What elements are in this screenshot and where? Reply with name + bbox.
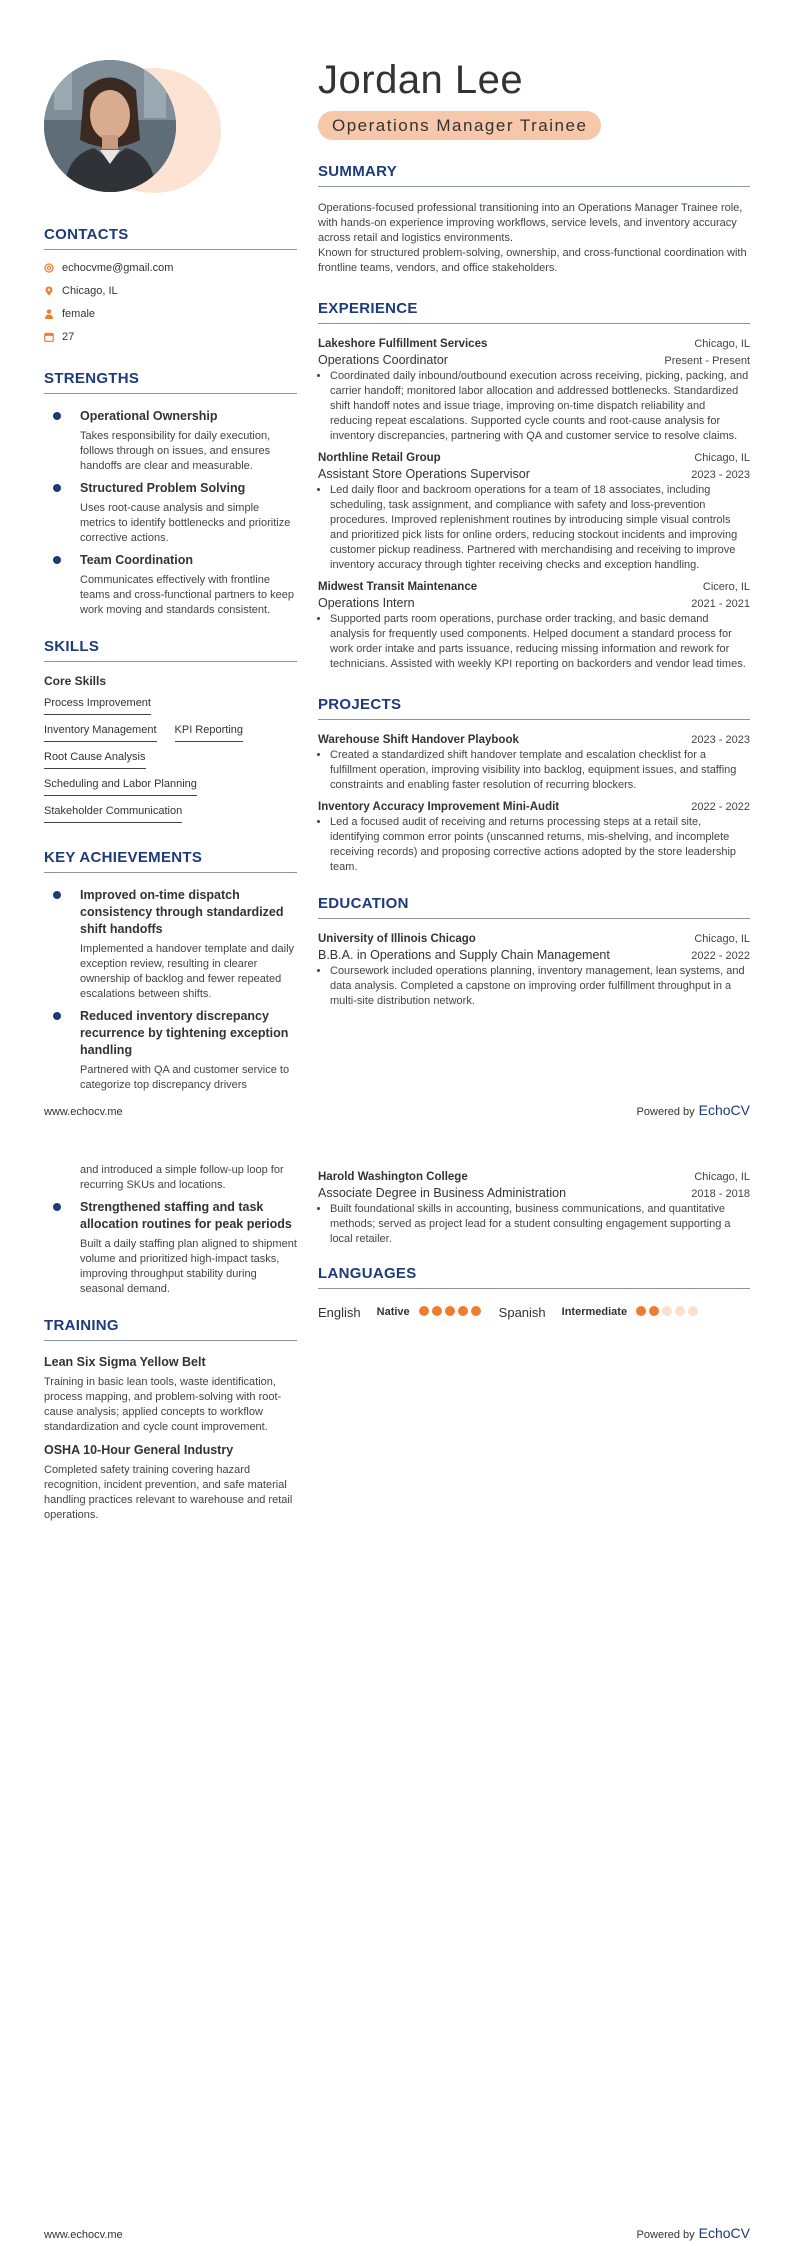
footer-powered (637, 1102, 750, 1118)
language-item (318, 1303, 481, 1321)
job-role: Assistant Store Operations Supervisor (318, 467, 530, 481)
profile-photo (44, 60, 176, 192)
footer-url[interactable]: www.echocv.me (44, 2229, 123, 2241)
brand-logo-text[interactable]: EchoCV (698, 1102, 750, 1118)
language-name: Spanish (498, 1304, 546, 1320)
achievement-desc: and introduced a simple follow-up loop for recurring SKUs and locations. (80, 1164, 284, 1191)
rating-dot (445, 1306, 455, 1316)
bullet-dot (53, 484, 61, 492)
company-name: Northline Retail Group (318, 452, 441, 464)
achievement-item-continued (44, 1163, 297, 1193)
strength-title: Team Coordination (80, 553, 193, 567)
training-heading: TRAINING (44, 1317, 297, 1341)
strengths-heading: STRENGTHS (44, 370, 297, 394)
degree-name: B.B.A. in Operations and Supply Chain Management (318, 948, 610, 962)
projects-heading: PROJECTS (318, 696, 750, 720)
footer-url[interactable]: www.echocv.me (44, 1106, 123, 1118)
summary-text (318, 201, 750, 276)
experience-item (318, 338, 750, 444)
achievement-item (44, 1199, 297, 1297)
job-dates: 2023 - 2023 (691, 469, 750, 481)
achievement-title: Reduced inventory discrepancy recurrence by tightening exception handling (80, 1009, 289, 1057)
job-title-badge: Operations Manager Trainee (318, 111, 601, 140)
training-title: OSHA 10-Hour General Industry (44, 1443, 234, 1457)
achievements-list (44, 887, 297, 1093)
skill-tag: Stakeholder Communication (44, 800, 182, 823)
strength-item (44, 408, 297, 474)
bullet-dot (53, 891, 61, 899)
job-dates: Present - Present (664, 355, 750, 367)
rating-dot (636, 1306, 646, 1316)
summary-heading: SUMMARY (318, 163, 750, 187)
school-location: Chicago, IL (694, 1171, 750, 1183)
language-rating (633, 1303, 698, 1321)
achievements-heading: KEY ACHIEVEMENTS (44, 849, 297, 873)
summary-paragraph: Operations-focused professional transitioning into an Operations Manager Trainee role, with hands-on experience improving workflows, service levels, and inventory accuracy across retail and logistics environments. (318, 202, 743, 244)
resume-page-2 (0, 1123, 794, 2246)
company-name: Midwest Transit Maintenance (318, 581, 478, 593)
summary-paragraph: Known for structured problem-solving, ownership, and cross-functional coordination with frontline teams, vendors, and office stakeholders. (318, 247, 747, 274)
powered-by-text: Powered by (636, 2229, 695, 2241)
strengths-list (44, 408, 297, 618)
job-location: Cicero, IL (702, 581, 750, 593)
language-level: Intermediate (561, 1306, 628, 1318)
profile-photo-frame (44, 60, 184, 200)
contact-location-text: Chicago, IL (62, 284, 118, 297)
right-column (318, 163, 750, 1009)
rating-dot (688, 1306, 698, 1316)
experience-item (318, 452, 750, 573)
education-item (318, 1171, 750, 1247)
education-dates: 2022 - 2022 (691, 950, 750, 962)
degree-name: Associate Degree in Business Administration (318, 1186, 567, 1200)
location-pin-icon (44, 286, 54, 296)
footer (44, 2225, 750, 2241)
training-desc: Completed safety training covering hazard recognition, incident prevention, and safe material handling practices relevant to warehouse and retail operations. (44, 1464, 293, 1521)
bullet-dot (53, 1203, 61, 1211)
powered-by-text: Powered by (636, 1106, 695, 1118)
left-column (44, 1163, 297, 1523)
project-item (318, 801, 750, 875)
contacts-list (44, 256, 297, 348)
strength-desc: Communicates effectively with frontline teams and cross-functional partners to keep work moving and standards consistent. (80, 574, 295, 616)
bullet-dot (53, 1012, 61, 1020)
project-title: Inventory Accuracy Improvement Mini-Audit (318, 801, 560, 813)
language-item (499, 1303, 698, 1321)
job-location: Chicago, IL (694, 452, 750, 464)
contacts-heading: CONTACTS (44, 226, 297, 250)
person-icon (44, 309, 54, 319)
skills-heading: SKILLS (44, 638, 297, 662)
rating-dot (662, 1306, 672, 1316)
contact-age-text: 27 (62, 330, 75, 343)
contact-email-text: echocvme@gmail.com (62, 261, 174, 274)
rating-dot (432, 1306, 442, 1316)
school-name: Harold Washington College (318, 1171, 468, 1183)
strength-title: Operational Ownership (80, 409, 218, 423)
rating-dot (649, 1306, 659, 1316)
skill-tag: Process Improvement (44, 692, 151, 715)
education-item (318, 933, 750, 1009)
skill-tag: Inventory Management (44, 719, 157, 742)
job-role: Operations Coordinator (318, 353, 448, 367)
brand-logo-text[interactable]: EchoCV (698, 2225, 750, 2241)
left-column (44, 226, 297, 1099)
calendar-icon (44, 332, 54, 342)
achievement-desc: Partnered with QA and customer service to categorize top discrepancy drivers (80, 1064, 290, 1091)
language-level: Native (376, 1306, 410, 1318)
achievement-desc: Built a daily staffing plan aligned to shipment volume and prioritized high-impact tasks, improving throughput stability during seasonal demand. (80, 1238, 297, 1295)
training-item (44, 1355, 297, 1435)
bullet-dot (53, 556, 61, 564)
job-bullet: • Led daily floor and backroom operations for a team of 18 associates, including scheduling, task assignment, and compliance with safety and loss-prevention procedures. Improved replenishment routines by introducing simple visual controls and prioritized pick lists for online orders, reducing stockout incidents and improving customer pickup readiness. Partnered with merchandising and receiving to improve inventory accuracy through tighter receiving checks and exception handling. (330, 483, 750, 573)
language-rating (416, 1303, 481, 1321)
bullet-dot (53, 412, 61, 420)
project-bullet: • Created a standardized shift handover template and escalation checklist for a fulfillment operation, improving visibility into backlog, equipment issues, and staffing constraints and enabling faster resolution of recurring blockers. (330, 748, 750, 793)
project-dates: 2023 - 2023 (691, 734, 750, 746)
company-name: Lakeshore Fulfillment Services (318, 338, 488, 350)
strength-title: Structured Problem Solving (80, 481, 246, 495)
rating-dot (458, 1306, 468, 1316)
footer-powered (637, 2225, 750, 2241)
at-icon (44, 263, 54, 273)
school-location: Chicago, IL (694, 933, 750, 945)
skill-tag: Scheduling and Labor Planning (44, 773, 197, 796)
skill-tag: KPI Reporting (175, 719, 243, 742)
rating-dot (419, 1306, 429, 1316)
language-name: English (318, 1304, 361, 1320)
job-location: Chicago, IL (694, 338, 750, 350)
job-dates: 2021 - 2021 (691, 598, 750, 610)
project-item (318, 734, 750, 793)
rating-dot (471, 1306, 481, 1316)
project-title: Warehouse Shift Handover Playbook (318, 734, 519, 746)
education-bullet: • Built foundational skills in accounting, business communications, and quantitative methods; served as project lead for a student consulting engagement supporting a local retailer. (330, 1202, 750, 1247)
skills-subheading: Core Skills (44, 674, 107, 688)
experience-item (318, 581, 750, 672)
job-role: Operations Intern (318, 596, 415, 610)
rating-dot (675, 1306, 685, 1316)
education-heading: EDUCATION (318, 895, 750, 919)
training-desc: Training in basic lean tools, waste identification, process mapping, and problem-solving with root-cause analysis; applied concepts to workflow standardization and cycle count improvement. (44, 1376, 282, 1433)
achievement-desc: Implemented a handover template and daily exception review, resulting in clearer ownership of backlog and fewer repeated escalations between shifts. (80, 943, 295, 1000)
contact-age (44, 325, 297, 348)
skill-tag: Root Cause Analysis (44, 746, 146, 769)
achievement-item (44, 887, 297, 1002)
project-bullet: • Led a focused audit of receiving and returns processing steps at a retail site, identifying common error points (unscanned returns, mis-shelving, and incomplete receiving records) and proposing corrective actions adopted by the store leadership team. (330, 815, 750, 875)
job-bullet: • Coordinated daily inbound/outbound execution across receiving, picking, packing, and carrier handoff; monitored labor allocation and addressed bottlenecks. Standardized shift handoff notes and issue triage, improving on-time dispatch reliability and reducing repeat escalations. Supported cycle counts and root-cause analysis for inventory discrepancies, partnering with QA and customer service to resolve claims. (330, 369, 750, 444)
skills-list (44, 692, 274, 827)
experience-heading: EXPERIENCE (318, 300, 750, 324)
languages-heading: LANGUAGES (318, 1265, 750, 1289)
achievement-title: Strengthened staffing and task allocation routines for peak periods (80, 1200, 292, 1231)
contact-location (44, 279, 297, 302)
education-dates: 2018 - 2018 (691, 1188, 750, 1200)
right-column (318, 1171, 750, 1321)
contact-email[interactable] (44, 256, 297, 279)
strength-item (44, 552, 297, 618)
contact-gender-text: female (62, 307, 96, 320)
achievement-item (44, 1008, 297, 1093)
languages-list (318, 1303, 750, 1321)
strength-desc: Takes responsibility for daily execution, follows through on issues, and ensures handoffs are clear and measurable. (80, 430, 271, 472)
candidate-name: Jordan Lee (318, 58, 524, 102)
school-name: University of Illinois Chicago (318, 933, 476, 945)
project-dates: 2022 - 2022 (691, 801, 750, 813)
footer (44, 1102, 750, 1118)
training-item (44, 1443, 297, 1523)
contact-gender (44, 302, 297, 325)
achievement-title: Improved on-time dispatch consistency through standardized shift handoffs (80, 888, 284, 936)
job-bullet: • Supported parts room operations, purchase order tracking, and basic demand analysis for frequently used components. Helped document a standard process for work order intake and parts issuance, reducing missing information and rework for technicians. Assisted with weekly KPI reporting on backorders and vendor lead times. (330, 612, 750, 672)
strength-desc: Uses root-cause analysis and simple metrics to identify bottlenecks and prioritize corrective actions. (80, 502, 291, 544)
education-bullet: • Coursework included operations planning, inventory management, lean systems, and data analysis. Completed a capstone on improving order fulfillment throughput in a multi-site distribution network. (330, 964, 750, 1009)
training-title: Lean Six Sigma Yellow Belt (44, 1355, 206, 1369)
strength-item (44, 480, 297, 546)
